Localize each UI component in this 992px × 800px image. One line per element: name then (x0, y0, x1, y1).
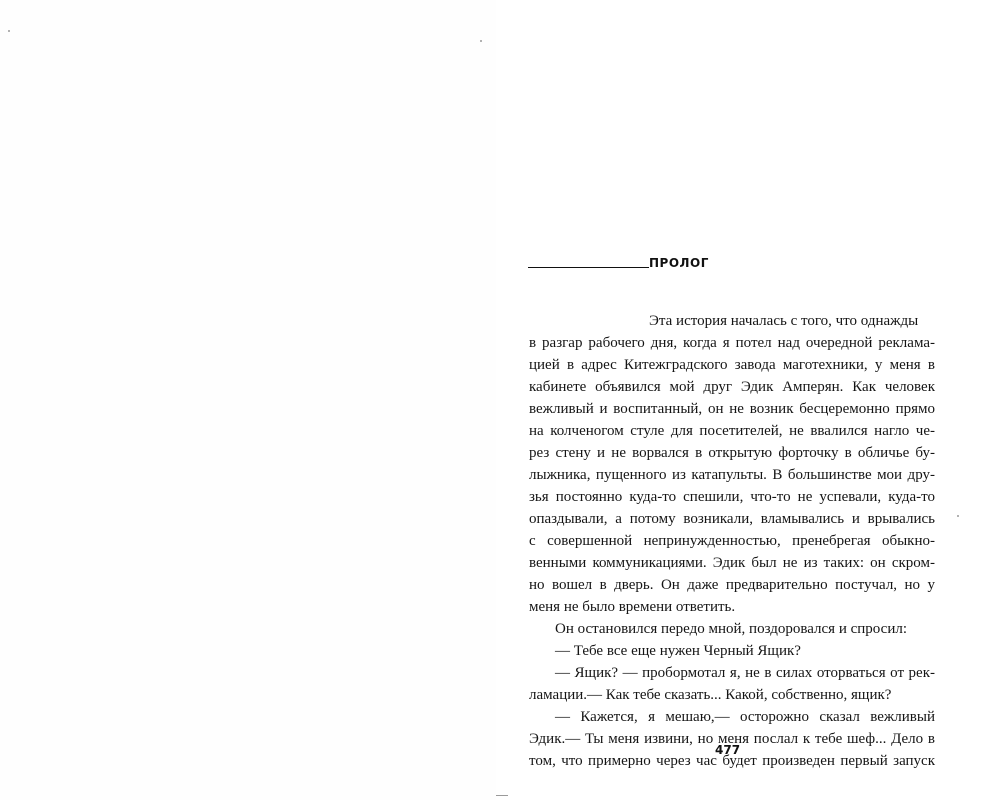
text-line: зья постоянно куда-то спешили, что-то не успевали, куда-то (529, 489, 935, 505)
text-line: меня не было времени ответить. (529, 599, 736, 615)
page-number: 477 (715, 743, 741, 757)
text-line: — Кажется, я мешаю,— осторожно сказал вежливый (555, 709, 935, 725)
text-line: — Ящик? — пробормотал я, не в силах оторваться от рек- (555, 665, 935, 681)
text-line: лыжника, пущенного из катапульты. В большинстве мои дру- (529, 467, 935, 483)
text-line: на колченогом стуле для посетителей, не ввалился нагло че- (529, 423, 935, 439)
chapter-title: ПРОЛОГ (649, 256, 709, 270)
text-line: но вошел в дверь. Он даже предварительно постучал, но у (529, 577, 935, 593)
scan-speck (8, 30, 10, 32)
text-line: в разгар рабочего дня, когда я потел над очередной реклама- (529, 335, 935, 351)
scan-speck (480, 40, 482, 42)
text-line: Эта история началась с того, что однажды (649, 313, 919, 329)
chapter-heading (528, 256, 709, 270)
text-line: венными коммуникациями. Эдик был не из таких: он скром- (529, 555, 935, 571)
text-line: с совершенной непринужденностью, пренебрегая обыкно- (529, 533, 935, 549)
text-line: вежливый и воспитанный, он не возник бесцеремонно прямо (529, 401, 935, 417)
text-line: кабинете объявился мой друг Эдик Амперян. Как человек (529, 379, 935, 395)
scan-speck (496, 795, 508, 796)
text-line: том, что примерно через час будет произведен первый запуск (529, 753, 935, 769)
text-line: — Тебе все еще нужен Черный Ящик? (555, 643, 801, 659)
heading-rule (528, 267, 649, 268)
text-line: Он остановился передо мной, поздоровался и спросил: (555, 621, 907, 637)
text-line: опаздывали, а потому возникали, вламывались и врывались (529, 511, 935, 527)
text-line: ламации.— Как тебе сказать... Какой, собственно, ящик? (529, 687, 892, 703)
prologue-text (529, 310, 935, 772)
text-line: Эдик.— Ты меня извини, но меня послал к тебе шеф... Дело в (529, 731, 935, 747)
scan-speck (957, 515, 959, 517)
text-line: цией в адрес Китежградского завода маготехники, у меня в (529, 357, 935, 373)
text-line: рез стену и не ворвался в открытую форточку в обличье бу- (529, 445, 935, 461)
